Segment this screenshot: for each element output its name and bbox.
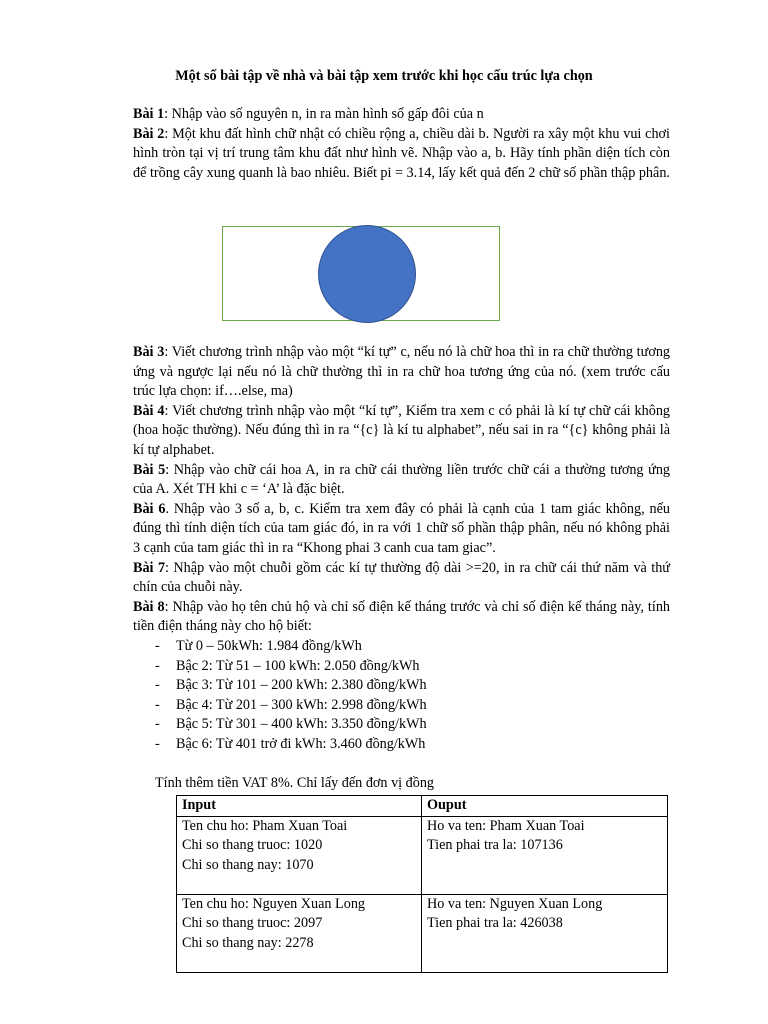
- table-row: [177, 816, 668, 894]
- exercise-7: Bài 7: Nhập vào một chuỗi gồm các kí tự thường độ dài >=20, in ra chữ cái thứ năm và thứ chín của chuỗi này.: [133, 559, 670, 596]
- output-cell: Ho va ten: Nguyen Xuan Long Tien phai tra la: 426038: [422, 894, 668, 972]
- playground-circle: [318, 225, 416, 323]
- price-tier-item: - Bậc 6: Từ 401 trở đi kWh: 3.460 đồng/kWh: [133, 735, 670, 755]
- exercise-5: Bài 5: Nhập vào chữ cái hoa A, in ra chữ cái thường liền trước chữ cái a thường tương ứng của A. Xét TH khi c = ‘A’ là đặc biệt.: [133, 461, 671, 498]
- table-header-row: [177, 796, 668, 817]
- price-tier-item: - Bậc 2: Từ 51 – 100 kWh: 2.050 đồng/kWh: [133, 657, 670, 677]
- price-tier-item: - Bậc 3: Từ 101 – 200 kWh: 2.380 đồng/kWh: [133, 676, 670, 696]
- input-header: Input: [177, 796, 422, 817]
- input-cell: Ten chu ho: Nguyen Xuan Long Chi so thang truoc: 2097 Chi so thang nay: 2278: [177, 894, 422, 972]
- exercise-8: Bài 8: Nhập vào họ tên chủ hộ và chỉ số điện kế tháng trước và chỉ số điện kế tháng này, tính tiền điện tháng này cho hộ biết:: [133, 598, 671, 635]
- input-cell: Ten chu ho: Pham Xuan Toai Chi so thang truoc: 1020 Chi so thang nay: 1070: [177, 816, 422, 894]
- price-tier-list: [133, 637, 670, 755]
- exercise-3: Bài 3: Viết chương trình nhập vào một “kí tự” c, nếu nó là chữ hoa thì in ra chữ thường tương ứng và ngược lại nếu nó là chữ thường thì in ra chữ hoa tương ứng của nó. (xem trước cấu trúc lựa chọn: if….else, ma): [133, 344, 671, 400]
- table-row: [177, 894, 668, 972]
- exercises-part-1: [133, 105, 670, 183]
- output-cell: Ho va ten: Pham Xuan Toai Tien phai tra la: 107136: [422, 816, 668, 894]
- price-tier-item: - Bậc 5: Từ 301 – 400 kWh: 3.350 đồng/kWh: [133, 715, 670, 735]
- io-example-table: [176, 795, 668, 973]
- price-tier-item: - Từ 0 – 50kWh: 1.984 đồng/kWh: [133, 637, 670, 657]
- output-header: Ouput: [422, 796, 668, 817]
- document-title: Một số bài tập về nhà và bài tập xem trước khi học cấu trúc lựa chọn: [175, 68, 593, 84]
- price-tier-item: - Bậc 4: Từ 201 – 300 kWh: 2.998 đồng/kWh: [133, 696, 670, 716]
- exercise-4: Bài 4: Viết chương trình nhập vào một “kí tự”, Kiểm tra xem c có phải là kí tự chữ cái không (hoa hoặc thường). Nếu đúng thì in ra “{c} là kí tu alphabet”, nếu sai in ra “{c} không phải là kí tự alphabet.: [133, 402, 671, 458]
- exercise-2: Bài 2: Một khu đất hình chữ nhật có chiều rộng a, chiều dài b. Người ra xây một khu vui chơi hình tròn tại vị trí trung tâm khu đất như hình vẽ. Nhập vào a, b. Hãy tính phần diện tích còn để trồng cây xung quanh là bao nhiêu. Biết pi = 3.14, lấy kết quả đến 2 chữ số phần thập phân.: [133, 125, 670, 181]
- vat-note: Tính thêm tiền VAT 8%. Chỉ lấy đến đơn vị đồng: [155, 775, 435, 791]
- land-rectangle-figure: [222, 226, 500, 321]
- exercise-1: Bài 1: Nhập vào số nguyên n, in ra màn hình số gấp đôi của n: [133, 106, 484, 122]
- exercise-6: Bài 6. Nhập vào 3 số a, b, c. Kiểm tra xem đây có phải là cạnh của 1 tam giác không, nếu đúng thì tính diện tích của tam giác đó, in ra với 1 chữ số phần thập phân, nếu nó không phải 3 cạnh của tam giác thì in ra “Khong phai 3 canh cua tam giac”.: [133, 500, 671, 556]
- exercises-part-2: [133, 343, 670, 754]
